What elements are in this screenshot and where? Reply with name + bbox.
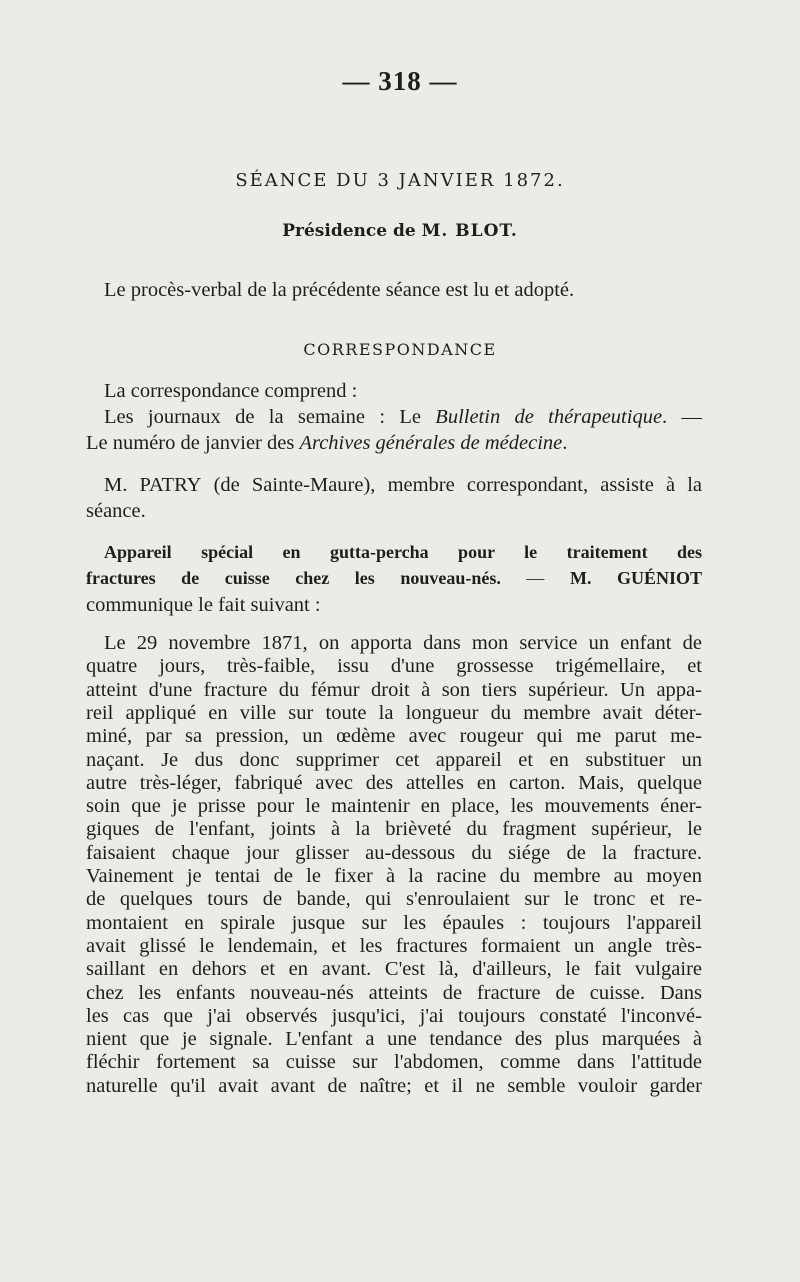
presidency-line [0, 221, 800, 241]
body-line: miné, par sa pression, un œdème avec rougeur qui me parut me- [86, 725, 702, 748]
correspondence-heading: CORRESPONDANCE [303, 340, 497, 359]
body-line: de quelques tours de bande, qui s'enroulaient sur le tronc et re- [86, 888, 702, 911]
title-separator: — [500, 568, 570, 588]
session-title: SÉANCE DU 3 JANVIER 1872. [235, 170, 565, 191]
body-line: Vainement je tentai de le fixer à la racine du membre au moyen [86, 865, 702, 887]
body-line: avait glissé le lendemain, et les fractures formaient un angle très- [86, 934, 702, 957]
body-line: chez les enfants nouveau-nés atteints de fracture de cuisse. Dans [86, 981, 702, 1004]
body-line: saillant en dehors et en avant. C'est là, d'ailleurs, le fait vulgaire [86, 958, 702, 981]
page-number: — 318 — [342, 66, 458, 96]
body-line: naçant. Je dus donc supprimer cet appareil et en substituer un [86, 748, 702, 771]
journals-line-2 [86, 432, 567, 455]
body-line: giques de l'enfant, joints à la brièveté du fragment supérieur, le [86, 818, 702, 841]
attendance-end: séance. [86, 500, 146, 522]
journals-period: . [562, 432, 568, 454]
president-name: M. BLOT. [421, 221, 518, 241]
author-name: M. GUÉNIOT [569, 568, 703, 588]
attendance-text: (de Sainte-Maure), membre correspondant, assiste à la [201, 474, 702, 496]
bulletin-title: Bulletin de thérapeutique [435, 406, 663, 428]
body-line: faisaient chaque jour glisser au-dessous du siége de la fracture. [86, 841, 702, 864]
body-line: quatre jours, très-faible, issu d'une grossesse trigémellaire, et [86, 655, 702, 678]
communication-title-1: Appareil spécial en gutta-percha pour le traitement des [104, 542, 702, 562]
body-line: nient que je signale. L'enfant a une tendance des plus marquées à [86, 1028, 702, 1051]
body-line: naturelle qu'il avait avant de naître; et il ne semble vouloir garder [86, 1074, 702, 1097]
member-name: M. PATRY [104, 474, 202, 496]
communication-title-2 [86, 568, 702, 589]
journals-text: Les journaux de la semaine : Le [104, 406, 436, 428]
body-line: soin que je prisse pour le maintenir en place, les mouvements éner- [86, 795, 702, 818]
journals-dash: . — [662, 406, 702, 428]
body-line: les cas que j'ai observés jusqu'ici, j'ai toujours constaté l'inconvé- [86, 1004, 702, 1027]
correspondence-intro: La correspondance comprend : [104, 380, 358, 402]
body-line: fléchir fortement sa cuisse sur l'abdomen, comme dans l'attitude [86, 1051, 702, 1074]
communication-intro: communique le fait suivant : [86, 594, 321, 616]
presidency-prefix: Présidence de [282, 221, 416, 241]
archives-title: Archives générales de médecine [299, 432, 563, 454]
body-line: Le 29 novembre 1871, on apporta dans mon service un enfant de [104, 632, 702, 654]
attendance-line [104, 474, 702, 497]
minutes-adopted: Le procès-verbal de la précédente séance est lu et adopté. [104, 279, 575, 301]
journals-line-1 [104, 406, 702, 429]
body-line: montaient en spirale jusque sur les épaules : toujours l'appareil [86, 911, 702, 934]
body-line: reil appliqué en ville sur toute la longueur du membre avait déter- [86, 701, 702, 724]
body-line: autre très-léger, fabriqué avec des attelles en carton. Mais, quelque [86, 771, 702, 794]
communication-title-end: fractures de cuisse chez les nouveau-nés. [86, 568, 501, 588]
body-line: atteint d'une fracture du fémur droit à son tiers supérieur. Un appa- [86, 678, 702, 701]
journals-text-2: Le numéro de janvier des [86, 432, 300, 454]
